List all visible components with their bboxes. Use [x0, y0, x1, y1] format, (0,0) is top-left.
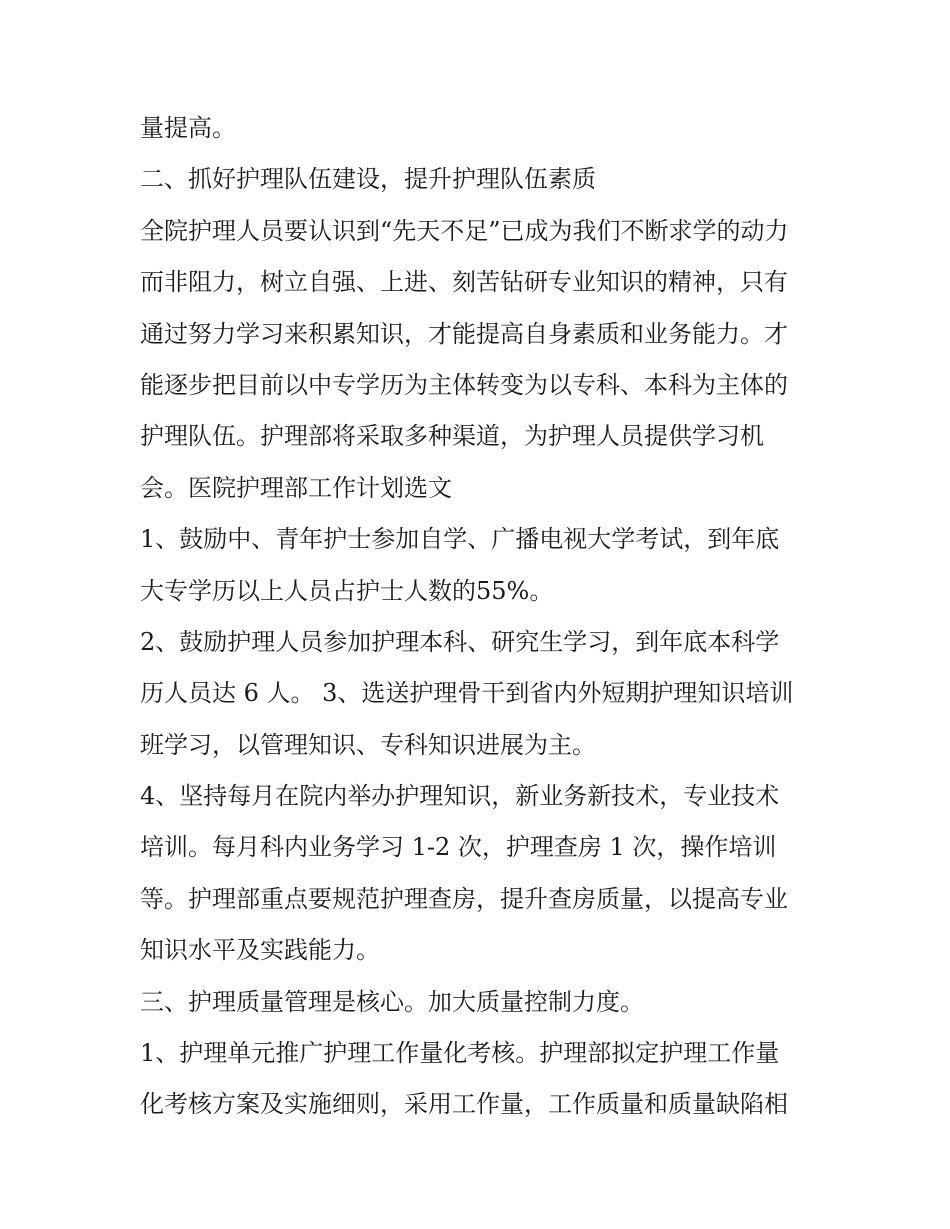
text-line: 班学习，以管理知识、专科知识进展为主。: [140, 730, 596, 759]
text-line: 而非阻力，树立自强、上进、刻苦钻研专业知识的精神，只有: [140, 268, 788, 297]
text-line: 等。护理部重点要规范护理查房，提升查房质量，以提高专业: [140, 884, 788, 913]
list-item-1: 1、鼓励中、青年护士参加自学、广播电视大学考试，到年底: [140, 525, 780, 554]
text-line: 全院护理人员要认识到“先天不足”已成为我们不断求学的动力: [140, 216, 789, 245]
section-heading-3: 三、护理质量管理是核心。加大质量控制力度。: [140, 987, 644, 1016]
text-line: 历人员达 6 人。 3、选送护理骨干到省内外短期护理知识培训: [140, 679, 794, 708]
text-line: 知识水平及实践能力。: [140, 936, 380, 965]
text-line: 会。医院护理部工作计划选文: [140, 473, 452, 502]
text-line: 化考核方案及实施细则，采用工作量，工作质量和质量缺陷相: [140, 1090, 788, 1119]
text-line: 通过努力学习来积累知识，才能提高自身素质和业务能力。才: [140, 319, 788, 348]
document-body: [140, 103, 820, 1131]
list-item-4: 4、坚持每月在院内举办护理知识，新业务新技术，专业技术: [140, 782, 780, 811]
list-item-2: 2、鼓励护理人员参加护理本科、研究生学习，到年底本科学: [140, 627, 780, 656]
text-line: 能逐步把目前以中专学历为主体转变为以专科、本科为主体的: [140, 370, 788, 399]
text-line: 大专学历以上人员占护士人数的55%。: [140, 576, 554, 605]
text-line: 培训。每月科内业务学习 1-2 次，护理查房 1 次，操作培训: [140, 833, 777, 862]
text-line: 护理队伍。护理部将采取多种渠道，为护理人员提供学习机: [140, 422, 764, 451]
list-item-1: 1、护理单元推广护理工作量化考核。护理部拟定护理工作量: [140, 1039, 780, 1068]
section-heading-2: 二、抓好护理队伍建设，提升护理队伍素质: [140, 165, 596, 194]
text-line: 量提高。: [140, 114, 236, 142]
